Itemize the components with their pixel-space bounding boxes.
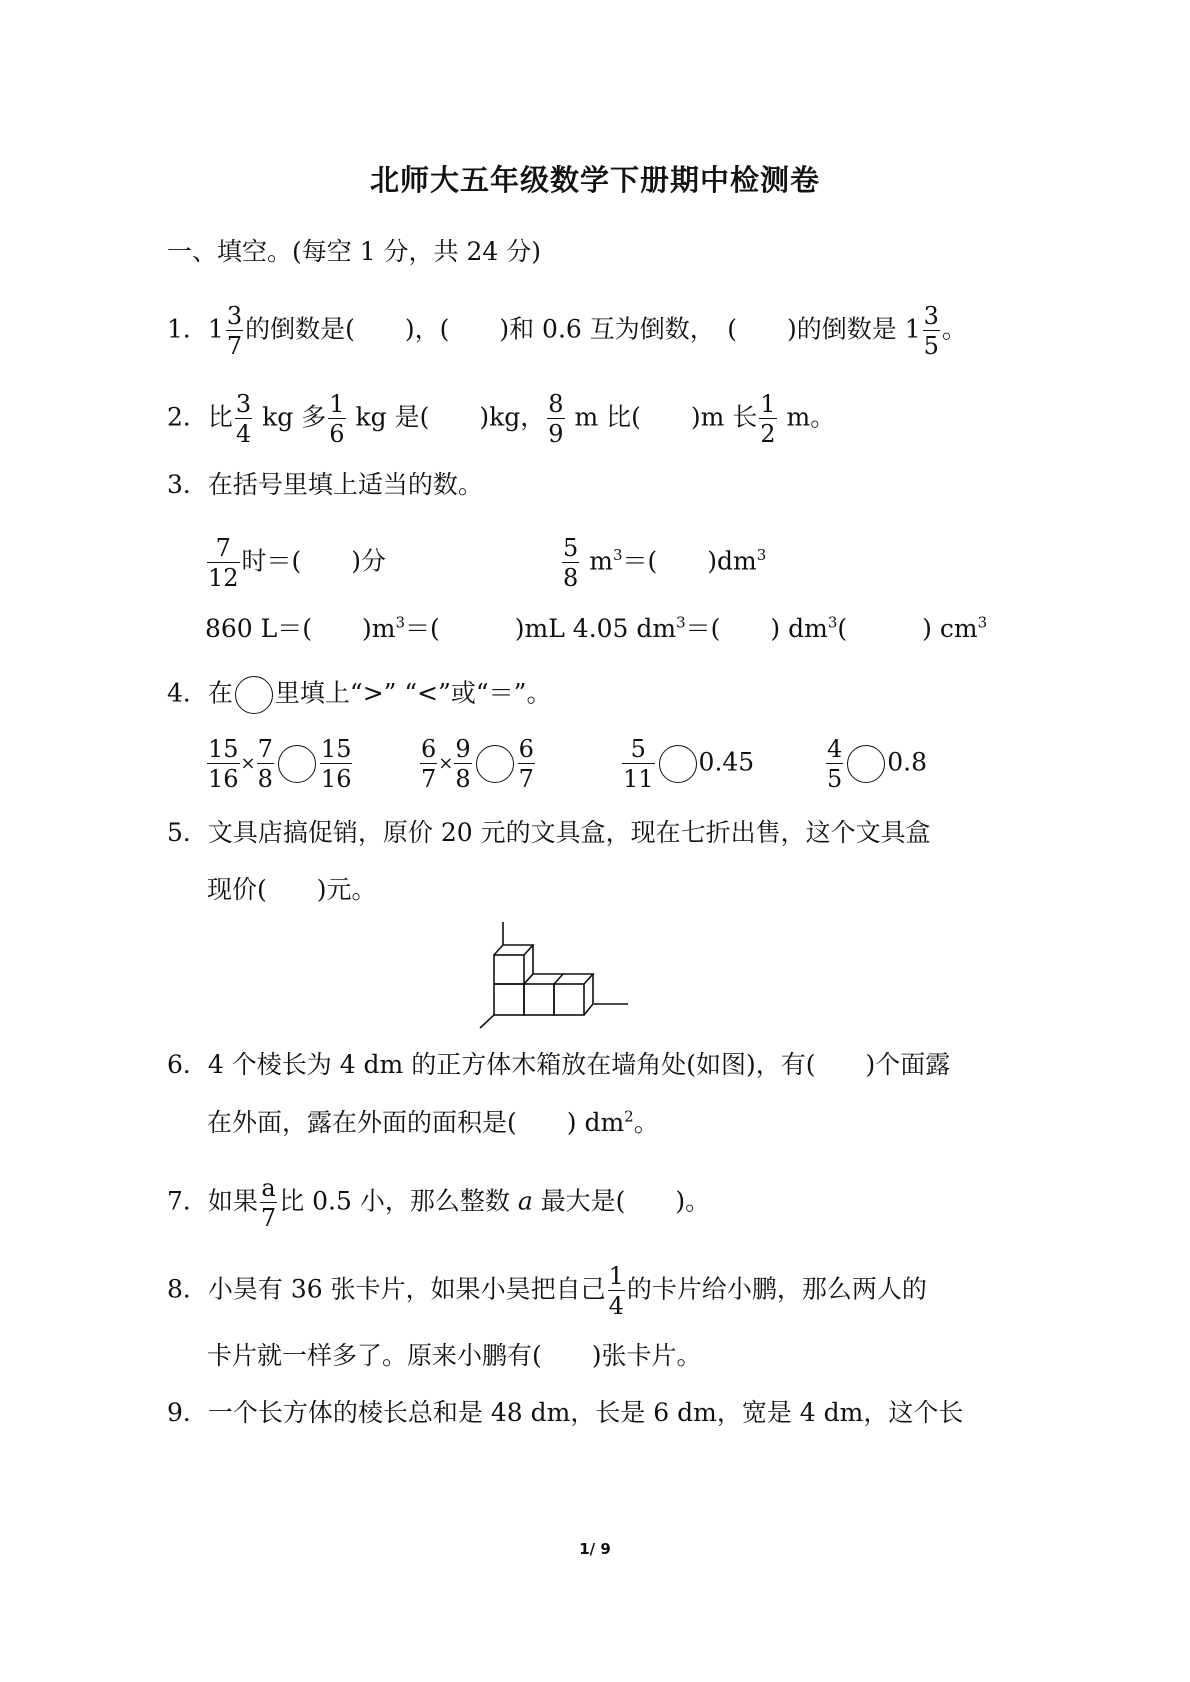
question-8 [167,1264,927,1318]
question-number: 6． [167,1050,208,1079]
question-3 [167,468,483,502]
q3-item-c [205,612,987,646]
question-text: m 比( )m 长 [566,402,758,432]
question-6 [167,1048,950,1082]
question-number: 2． [167,402,208,432]
q4-expr-2 [418,737,537,791]
fraction: $\frac{7}{8}$ [257,735,273,793]
page-number: 1/ 9 [579,1540,611,1558]
item-text: 860 L＝( )m [205,614,396,643]
question-text: m。 [778,402,836,432]
q4-expr-3 [620,737,754,791]
fraction: $\frac{5}{8}$ [563,534,579,592]
fraction: $\frac{3}{5}$ [923,302,939,360]
question-text: 比 0.5 小，那么整数 [279,1186,518,1216]
question-4 [167,676,551,714]
superscript: 3 [612,546,623,565]
item-text: ＝( )dm [622,546,757,576]
question-number: 7． [167,1186,208,1216]
item-text: ＝( )mL 4.05 dm [405,614,677,643]
fraction: $\frac{3}{7}$ [226,302,243,360]
question-text: kg 多 [254,402,327,432]
superscript: 3 [977,613,988,632]
fraction: $\frac{4}{5}$ [827,735,843,793]
question-text: 的倒数是( )，( )和 0.6 互为倒数， ( )的倒数是 1 [245,314,921,344]
item-text: ( ) cm [837,614,978,643]
question-number: 4． [167,678,208,708]
fraction: $\frac{6}{7}$ [518,735,534,793]
question-text: 4 个棱长为 4 dm 的正方体木箱放在墙角处(如图)，有( )个面露 [207,1050,951,1079]
fraction: $\frac{1}{2}$ [760,390,776,448]
question-5-cont: 现价( )元。 [207,875,377,904]
superscript: 3 [756,546,767,565]
q4-expr-1 [205,737,354,791]
compare-circle [235,676,273,714]
question-text: kg 是( )kg， [347,402,546,432]
answer-circle[interactable] [278,745,316,783]
question-text: 比 [207,402,233,432]
question-5 [167,816,931,850]
punct: 。 [941,314,967,344]
superscript: 2 [624,1107,634,1126]
question-number: 3． [167,470,208,499]
question-number: 8． [167,1274,208,1304]
question-text: 在 [207,678,233,708]
question-number: 1． [167,314,208,344]
question-text: 里填上“>” “<”或“＝”。 [274,678,552,708]
variable: a [517,1186,533,1216]
question-2 [167,392,835,446]
q3-item-a [205,536,386,590]
fraction: $\frac{15}{16}$ [208,735,239,793]
superscript: 3 [676,613,686,632]
answer-circle[interactable] [476,745,514,783]
punct: 。 [633,1108,659,1137]
question-text: 如果 [207,1186,258,1216]
superscript: 3 [827,613,838,632]
fraction: $\frac{15}{16}$ [320,735,352,793]
fraction: $\frac{a}{7}$ [260,1174,277,1232]
question-7 [167,1176,710,1230]
question-text: 的卡片给小鹏，那么两人的 [626,1274,927,1304]
question-number: 5． [167,818,208,847]
question-text: 最大是( )。 [532,1186,711,1216]
superscript: 3 [395,613,406,632]
question-text: 在外面，露在外面的面积是( ) dm [207,1108,625,1137]
question-8-cont: 卡片就一样多了。原来小鹏有( )张卡片。 [207,1341,702,1370]
fraction: $\frac{1}{6}$ [329,390,345,448]
question-text: 文具店搞促销，原价 20 元的文具盒，现在七折出售，这个文具盒 [207,818,931,847]
fraction: $\frac{5}{11}$ [623,735,654,793]
mixed-whole: 1 [207,314,224,344]
question-1 [167,304,967,358]
compare-value: 0.45 [698,747,755,777]
section-heading: 一、填空。(每空 1 分，共 24 分) [167,237,542,266]
answer-circle[interactable] [847,745,885,783]
item-text: ＝( ) dm [685,614,828,643]
cube-corner-figure [470,918,640,1036]
times-sign: × [438,753,454,774]
compare-value: 0.8 [887,747,928,777]
page-title: 北师大五年级数学下册期中检测卷 [369,163,820,197]
fraction: $\frac{9}{8}$ [455,735,471,793]
times-sign: × [240,753,256,774]
fraction: $\frac{1}{4}$ [608,1262,624,1320]
fraction: $\frac{3}{4}$ [235,390,252,448]
question-number: 9． [167,1398,208,1427]
fraction: $\frac{6}{7}$ [421,735,437,793]
question-text: 一个长方体的棱长总和是 48 dm，长是 6 dm，宽是 4 dm，这个长 [207,1398,964,1427]
question-text: 小昊有 36 张卡片，如果小昊把自己 [207,1274,606,1304]
q4-expr-4 [824,737,927,791]
question-text: 在括号里填上适当的数。 [207,470,483,499]
question-6-cont [207,1106,659,1140]
item-text: 时＝( )分 [241,546,387,576]
answer-circle[interactable] [659,745,697,783]
fraction: $\frac{8}{9}$ [548,390,564,448]
question-9 [167,1396,963,1430]
fraction: $\frac{7}{12}$ [208,534,239,592]
item-text: m [581,546,613,576]
q3-item-b [560,536,766,590]
